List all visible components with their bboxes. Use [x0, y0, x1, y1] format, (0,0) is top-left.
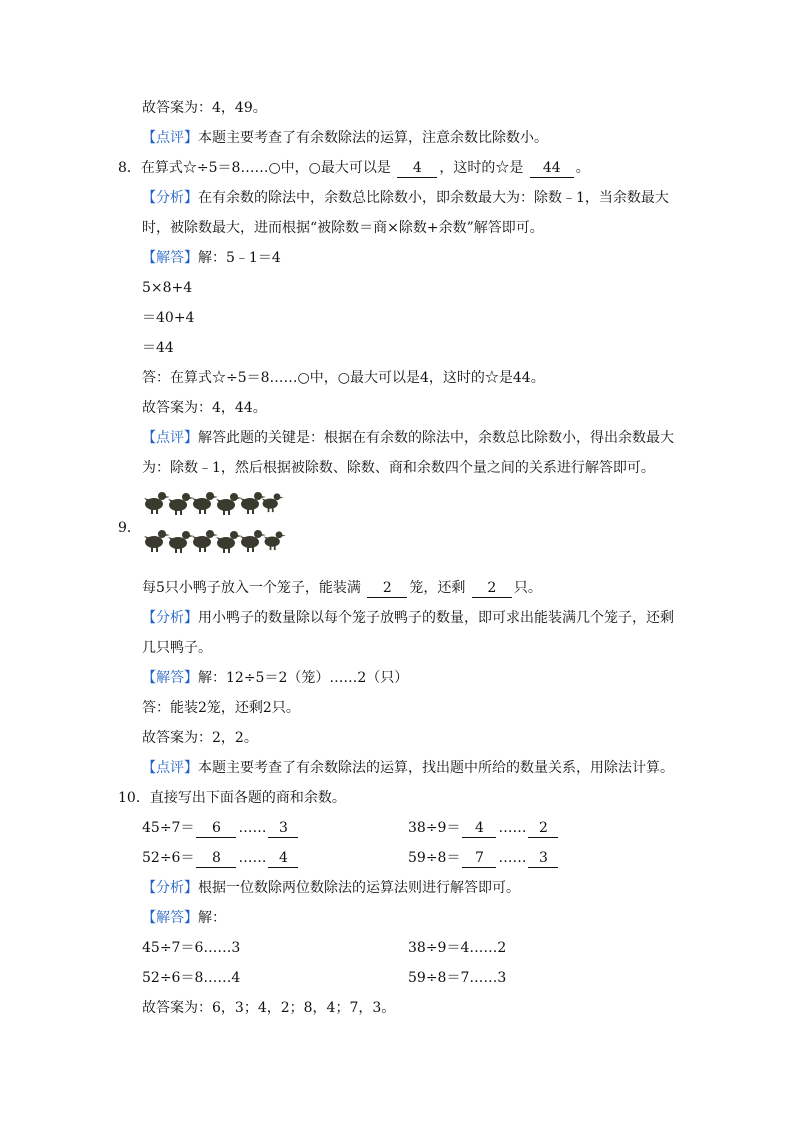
- quotient-blank: 6: [196, 819, 236, 838]
- analysis-line: 几只鸭子。: [142, 640, 212, 656]
- answer-line: 故答案为：6，3；4，2；8，4；7，3。: [142, 1000, 396, 1016]
- solution-line: 59÷8＝7……3: [408, 970, 507, 986]
- quotient-blank: 4: [462, 819, 496, 838]
- question-10: 10．直接写出下面各题的商和余数。: [118, 790, 346, 806]
- solution-line: 答：在算式☆÷5＝8……○中，○最大可以是4，这时的☆是44。: [142, 370, 545, 386]
- solution-line: 答：能装2笼，还剩2只。: [142, 700, 300, 716]
- solution-tag: 【解答】: [142, 250, 198, 266]
- analysis-line: 【分析】用小鸭子的数量除以每个笼子放鸭子的数量，即可求出能装满几个笼子，还剩: [142, 610, 674, 626]
- solution-line: 【解答】解：12÷5＝2（笼）……2（只）: [142, 670, 409, 686]
- question-8: 8．在算式☆÷5＝8……○中，○最大可以是 4 ，这时的☆是 44 。: [118, 160, 590, 176]
- ducklings-image: [142, 488, 292, 558]
- quotient-blank: 7: [462, 849, 496, 868]
- solution-line: ＝44: [142, 340, 174, 356]
- exercise-item: 38÷9＝ 4 …… 2: [408, 818, 560, 838]
- analysis-line: 【分析】根据一位数除两位数除法的运算法则进行解答即可。: [142, 880, 520, 896]
- answer-blank: 2: [472, 579, 512, 598]
- comment-tag: 【点评】: [142, 430, 198, 446]
- answer-line: 故答案为：2，2。: [142, 730, 258, 746]
- question-9: 每5只小鸭子放入一个笼子，能装满 2 笼，还剩 2 只。: [142, 580, 542, 596]
- comment-tag: 【点评】: [142, 130, 198, 146]
- quotient-blank: 8: [196, 849, 236, 868]
- solution-tag: 【解答】: [142, 910, 198, 926]
- solution-line: 45÷7＝6……3: [142, 940, 241, 956]
- analysis-tag: 【分析】: [142, 880, 198, 896]
- solution-tag: 【解答】: [142, 670, 198, 686]
- solution-line: 【解答】解：5﹣1＝4: [142, 250, 281, 266]
- analysis-tag: 【分析】: [142, 190, 198, 206]
- answer-blank: 44: [530, 159, 574, 178]
- remainder-blank: 3: [528, 849, 558, 868]
- answer-line: 故答案为：4，44。: [142, 400, 267, 416]
- question-9-number: 9．: [118, 520, 141, 536]
- solution-line: ＝40+4: [142, 310, 195, 326]
- comment-line: 【点评】本题主要考查了有余数除法的运算，注意余数比除数小。: [142, 130, 548, 146]
- remainder-blank: 4: [268, 849, 298, 868]
- comment-line: 【点评】解答此题的关键是：根据在有余数的除法中，余数总比除数小，得出余数最大: [142, 430, 674, 446]
- answer-line: 故答案为：4，49。: [142, 100, 267, 116]
- solution-line: 52÷6＝8……4: [142, 970, 241, 986]
- answer-blank: 2: [367, 579, 407, 598]
- analysis-line: 时，被除数最大，进而根据“被除数＝商×除数+余数”解答即可。: [142, 220, 544, 236]
- remainder-blank: 3: [268, 819, 298, 838]
- solution-line: 38÷9＝4……2: [408, 940, 507, 956]
- exercise-item: 45÷7＝ 6 …… 3: [142, 818, 300, 838]
- solution-line: 5×8+4: [142, 280, 193, 296]
- comment-line: 【点评】本题主要考查了有余数除法的运算，找出题中所给的数量关系，用除法计算。: [142, 760, 674, 776]
- analysis-tag: 【分析】: [142, 610, 198, 626]
- exercise-item: 52÷6＝ 8 …… 4: [142, 848, 300, 868]
- comment-tag: 【点评】: [142, 760, 198, 776]
- answer-blank: 4: [397, 159, 437, 178]
- remainder-blank: 2: [528, 819, 558, 838]
- comment-line: 为：除数﹣1，然后根据被除数、除数、商和余数四个量之间的关系进行解答即可。: [142, 460, 655, 476]
- exercise-item: 59÷8＝ 7 …… 3: [408, 848, 560, 868]
- analysis-line: 【分析】在有余数的除法中，余数总比除数小，即余数最大为：除数﹣1，当余数最大: [142, 190, 669, 206]
- solution-line: 【解答】解：: [142, 910, 226, 926]
